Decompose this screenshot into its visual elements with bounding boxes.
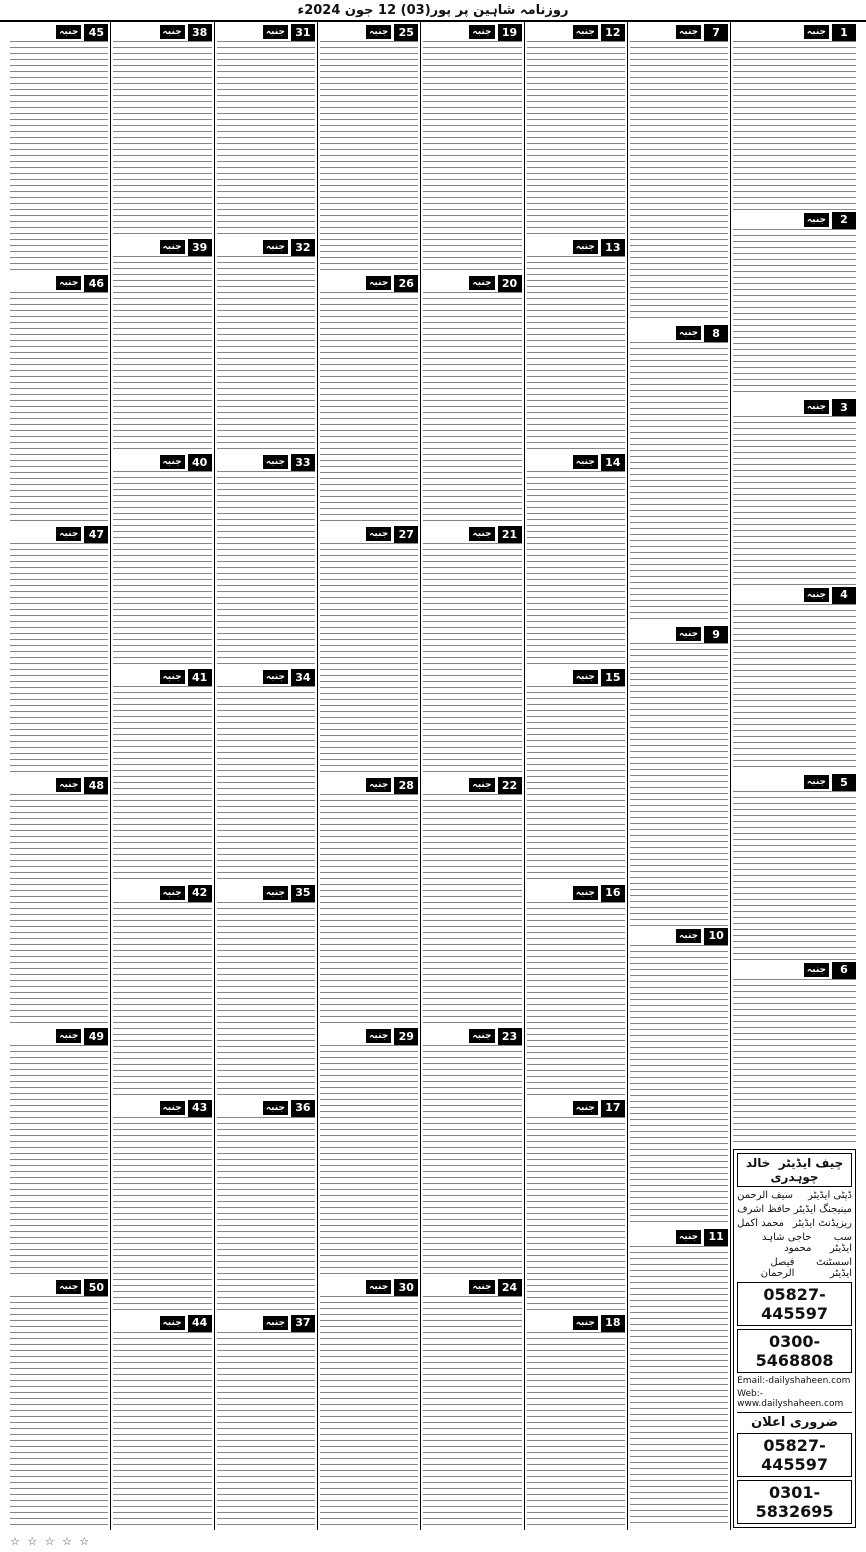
story-body-text [113,256,211,452]
news-story [527,454,625,667]
story-tag-row [10,275,108,291]
story-tag: جنبہ [263,240,288,254]
story-tag-row [423,24,521,40]
story-body-text [733,979,856,1148]
story-number: 47 [84,526,108,543]
story-body-text [217,902,315,1098]
story-tag: جنبہ [469,25,494,39]
story-tag-row [423,275,521,291]
news-story [113,669,211,882]
story-body-text [527,41,625,237]
story-number: 43 [188,1100,212,1117]
story-tag-row [113,239,211,255]
story-tag: جنبہ [469,276,494,290]
masthead [0,0,866,22]
story-tag-row [527,1315,625,1331]
column-7 [110,22,213,1530]
email: Email:-dailyshaheen.com [737,1376,851,1386]
story-tag: جنبہ [469,527,494,541]
story-tag-row [113,1315,211,1331]
story-tag: جنبہ [573,886,598,900]
story-number: 33 [291,454,315,471]
story-tag: جنبہ [56,1029,81,1043]
story-tag-row [113,1100,211,1116]
news-story [10,777,108,1026]
staff-role: ریزیڈنٹ ایڈیٹر [792,1218,852,1229]
story-tag-row [527,669,625,685]
story-number: 8 [704,325,728,342]
story-body-text [527,256,625,452]
news-story [113,1100,211,1313]
news-story [630,1229,728,1528]
story-tag: جنبہ [366,25,391,39]
story-tag-row [217,1100,315,1116]
story-body-text [527,1332,625,1528]
story-tag: جنبہ [366,276,391,290]
story-tag-row [10,777,108,793]
story-body-text [733,41,856,210]
chief-editor [737,1153,852,1187]
story-number: 25 [394,24,418,41]
story-body-text [733,791,856,960]
story-tag-row [113,454,211,470]
story-number: 42 [188,885,212,902]
story-body-text [113,471,211,667]
notice-phone-1: 05827-445597 [737,1433,852,1477]
story-tag: جنبہ [804,25,829,39]
news-story [733,212,856,398]
footer-stars-text: ☆ ☆ ☆ ☆ ☆ [10,1534,92,1548]
story-body-text [630,1246,728,1528]
story-number: 11 [704,1229,728,1246]
news-story [217,239,315,452]
story-tag: جنبہ [366,1280,391,1294]
story-body-text [423,1045,521,1277]
news-story [423,275,521,524]
story-tag: جنبہ [160,1101,185,1115]
story-number: 4 [832,587,856,604]
story-tag-row [527,239,625,255]
staff-line [737,1190,852,1201]
column-5 [317,22,420,1530]
story-tag-row [733,962,856,978]
story-body-text [630,945,728,1227]
staff-name: حاجی شاہد محمود [762,1232,812,1254]
story-number: 32 [291,239,315,256]
story-number: 40 [188,454,212,471]
story-tag: جنبہ [263,1316,288,1330]
news-story [320,777,418,1026]
story-tag: جنبہ [263,670,288,684]
story-tag: جنبہ [469,1029,494,1043]
story-tag-row [320,275,418,291]
story-body-text [630,41,728,323]
story-tag-row [320,24,418,40]
story-number: 26 [394,275,418,292]
story-number: 7 [704,24,728,41]
column-6 [214,22,317,1530]
story-tag: جنبہ [469,778,494,792]
story-body-text [527,1117,625,1313]
story-tag-row [527,24,625,40]
story-tag-row [733,774,856,790]
story-body-text [527,686,625,882]
news-columns [8,22,858,1530]
story-tag: جنبہ [804,213,829,227]
news-story [423,777,521,1026]
story-tag: جنبہ [56,1280,81,1294]
story-tag: جنبہ [366,778,391,792]
news-story [423,1028,521,1277]
story-tag-row [320,777,418,793]
story-number: 13 [601,239,625,256]
story-body-text [423,292,521,524]
story-body-text [10,543,108,775]
news-story [113,454,211,667]
story-tag-row [113,885,211,901]
story-body-text [733,416,856,585]
news-story [217,454,315,667]
news-story [10,275,108,524]
story-tag: جنبہ [366,1029,391,1043]
story-body-text [320,543,418,775]
story-number: 50 [84,1279,108,1296]
news-story [527,239,625,452]
story-tag-row [423,1279,521,1295]
story-body-text [423,794,521,1026]
column-4 [420,22,523,1530]
news-story [217,885,315,1098]
news-story [423,24,521,273]
story-tag-row [10,526,108,542]
story-tag: جنبہ [676,326,701,340]
story-tag-row [527,1100,625,1116]
story-body-text [113,686,211,882]
story-body-text [733,604,856,773]
story-tag: جنبہ [676,929,701,943]
story-tag-row [10,24,108,40]
story-tag: جنبہ [573,455,598,469]
story-tag: جنبہ [676,627,701,641]
staff-name: حافظ اشرف [737,1204,791,1215]
story-number: 48 [84,777,108,794]
story-tag-row [320,526,418,542]
story-body-text [423,543,521,775]
phone-1: 05827-445597 [737,1282,852,1326]
story-tag: جنبہ [263,455,288,469]
story-tag-row [733,399,856,415]
story-body-text [630,342,728,624]
story-body-text [320,1045,418,1277]
story-tag: جنبہ [804,588,829,602]
story-body-text [113,1117,211,1313]
news-story [10,24,108,273]
news-story [630,928,728,1227]
news-story [527,885,625,1098]
story-tag: جنبہ [573,1101,598,1115]
staff-and-notice-box [733,1149,856,1528]
story-tag-row [10,1279,108,1295]
story-tag-row [733,587,856,603]
story-body-text [733,229,856,398]
story-number: 5 [832,774,856,791]
news-story [733,399,856,585]
story-number: 12 [601,24,625,41]
story-tag: جنبہ [160,455,185,469]
story-number: 31 [291,24,315,41]
news-story [320,24,418,273]
story-tag-row [217,669,315,685]
story-number: 19 [498,24,522,41]
story-tag: جنبہ [804,400,829,414]
news-story [113,24,211,237]
story-body-text [10,794,108,1026]
story-tag: جنبہ [573,240,598,254]
story-body-text [217,471,315,667]
notice-title: ضروری اعلان [737,1412,852,1430]
news-story [527,1315,625,1528]
story-body-text [217,1332,315,1528]
column-2 [627,22,730,1530]
masthead-title: روزنامہ شاہین پر پور(03) 12 جون 2024ء [297,2,569,18]
story-number: 41 [188,669,212,686]
story-tag-row [527,885,625,901]
news-story [527,669,625,882]
story-tag-row [10,1028,108,1044]
story-number: 44 [188,1315,212,1332]
news-story [320,526,418,775]
notice-phone-2: 0301-5832695 [737,1480,852,1524]
news-story [733,587,856,773]
story-number: 18 [601,1315,625,1332]
story-number: 30 [394,1279,418,1296]
staff-line [737,1257,852,1279]
story-tag-row [320,1279,418,1295]
news-story [423,526,521,775]
story-body-text [113,1332,211,1528]
story-number: 9 [704,626,728,643]
column-1 [730,22,858,1530]
story-body-text [10,1045,108,1277]
website: Web:-www.dailyshaheen.com [737,1389,844,1409]
story-tag: جنبہ [366,527,391,541]
story-number: 16 [601,885,625,902]
news-story [527,24,625,237]
column-3 [524,22,627,1530]
staff-name: محمد اکمل [737,1218,785,1229]
story-tag: جنبہ [676,25,701,39]
news-story [113,239,211,452]
story-tag: جنبہ [263,886,288,900]
story-number: 15 [601,669,625,686]
news-story [320,1279,418,1528]
story-number: 34 [291,669,315,686]
story-body-text [630,643,728,925]
story-tag: جنبہ [56,276,81,290]
story-number: 1 [832,24,856,41]
story-tag-row [733,24,856,40]
story-number: 38 [188,24,212,41]
news-story [630,325,728,624]
news-story [113,885,211,1098]
story-tag: جنبہ [573,25,598,39]
story-tag-row [113,24,211,40]
story-number: 20 [498,275,522,292]
story-tag-row [630,1229,728,1245]
story-number: 10 [704,928,728,945]
story-number: 46 [84,275,108,292]
story-body-text [320,41,418,273]
story-tag: جنبہ [676,1230,701,1244]
story-number: 49 [84,1028,108,1045]
news-story [320,1028,418,1277]
news-story [217,1100,315,1313]
news-story [217,1315,315,1528]
story-tag-row [630,325,728,341]
staff-role: سب ایڈیٹر [829,1232,852,1254]
story-body-text [423,1296,521,1528]
story-body-text [10,1296,108,1528]
story-tag: جنبہ [160,670,185,684]
story-tag: جنبہ [56,778,81,792]
story-body-text [113,902,211,1098]
chief-editor-label: چیف ایڈیٹر [778,1156,844,1170]
news-story [10,1279,108,1528]
story-tag-row [630,626,728,642]
story-number: 35 [291,885,315,902]
story-tag-row [423,777,521,793]
story-tag-row [217,885,315,901]
story-body-text [10,41,108,273]
story-tag-row [630,928,728,944]
staff-name: سیف الرحمن [737,1190,793,1201]
story-tag-row [217,239,315,255]
staff-role: مینیجنگ ایڈیٹر [793,1204,852,1215]
story-tag: جنبہ [56,25,81,39]
news-story [217,669,315,882]
news-story [630,24,728,323]
story-body-text [320,1296,418,1528]
staff-line [737,1232,852,1254]
story-body-text [217,256,315,452]
story-body-text [10,292,108,524]
news-story [733,962,856,1148]
story-tag: جنبہ [573,670,598,684]
story-tag: جنبہ [160,886,185,900]
story-tag-row [217,1315,315,1331]
story-body-text [527,902,625,1098]
staff-role: اسسٹنٹ ایڈیٹر [816,1257,852,1279]
news-story [733,774,856,960]
phone-2: 0300-5468808 [737,1329,852,1373]
footer-stars [0,1532,866,1550]
story-tag-row [733,212,856,228]
story-number: 21 [498,526,522,543]
story-tag-row [217,454,315,470]
staff-role: ڈپٹی ایڈیٹر [808,1190,852,1201]
story-body-text [217,1117,315,1313]
story-number: 14 [601,454,625,471]
staff-line [737,1218,852,1229]
story-tag: جنبہ [804,775,829,789]
story-number: 27 [394,526,418,543]
news-story [113,1315,211,1528]
news-story [630,626,728,925]
story-tag: جنبہ [263,1101,288,1115]
story-number: 29 [394,1028,418,1045]
story-tag-row [630,24,728,40]
story-number: 2 [832,212,856,229]
story-number: 23 [498,1028,522,1045]
story-body-text [217,686,315,882]
staff-name: فیصل الرحمان [760,1257,795,1279]
news-story [10,1028,108,1277]
story-tag: جنبہ [804,963,829,977]
news-story [527,1100,625,1313]
staff-line [737,1204,852,1215]
story-body-text [423,41,521,273]
story-tag-row [217,24,315,40]
news-story [217,24,315,237]
story-number: 37 [291,1315,315,1332]
story-number: 3 [832,399,856,416]
story-number: 28 [394,777,418,794]
story-body-text [217,41,315,237]
story-tag: جنبہ [160,1316,185,1330]
story-number: 36 [291,1100,315,1117]
story-number: 45 [84,24,108,41]
column-8 [8,22,110,1530]
story-number: 6 [832,962,856,979]
story-body-text [527,471,625,667]
news-story [10,526,108,775]
story-tag: جنبہ [573,1316,598,1330]
story-tag: جنبہ [160,25,185,39]
chief-editor-name: خالد چوہدری [745,1156,819,1184]
news-story [320,275,418,524]
story-body-text [320,794,418,1026]
story-number: 17 [601,1100,625,1117]
story-tag-row [113,669,211,685]
story-tag: جنبہ [160,240,185,254]
story-body-text [320,292,418,524]
story-number: 39 [188,239,212,256]
story-tag-row [527,454,625,470]
story-tag: جنبہ [469,1280,494,1294]
story-body-text [113,41,211,237]
news-story [733,24,856,210]
story-tag-row [320,1028,418,1044]
story-tag-row [423,1028,521,1044]
story-number: 22 [498,777,522,794]
story-tag: جنبہ [263,25,288,39]
story-tag-row [423,526,521,542]
story-number: 24 [498,1279,522,1296]
news-story [423,1279,521,1528]
story-tag: جنبہ [56,527,81,541]
